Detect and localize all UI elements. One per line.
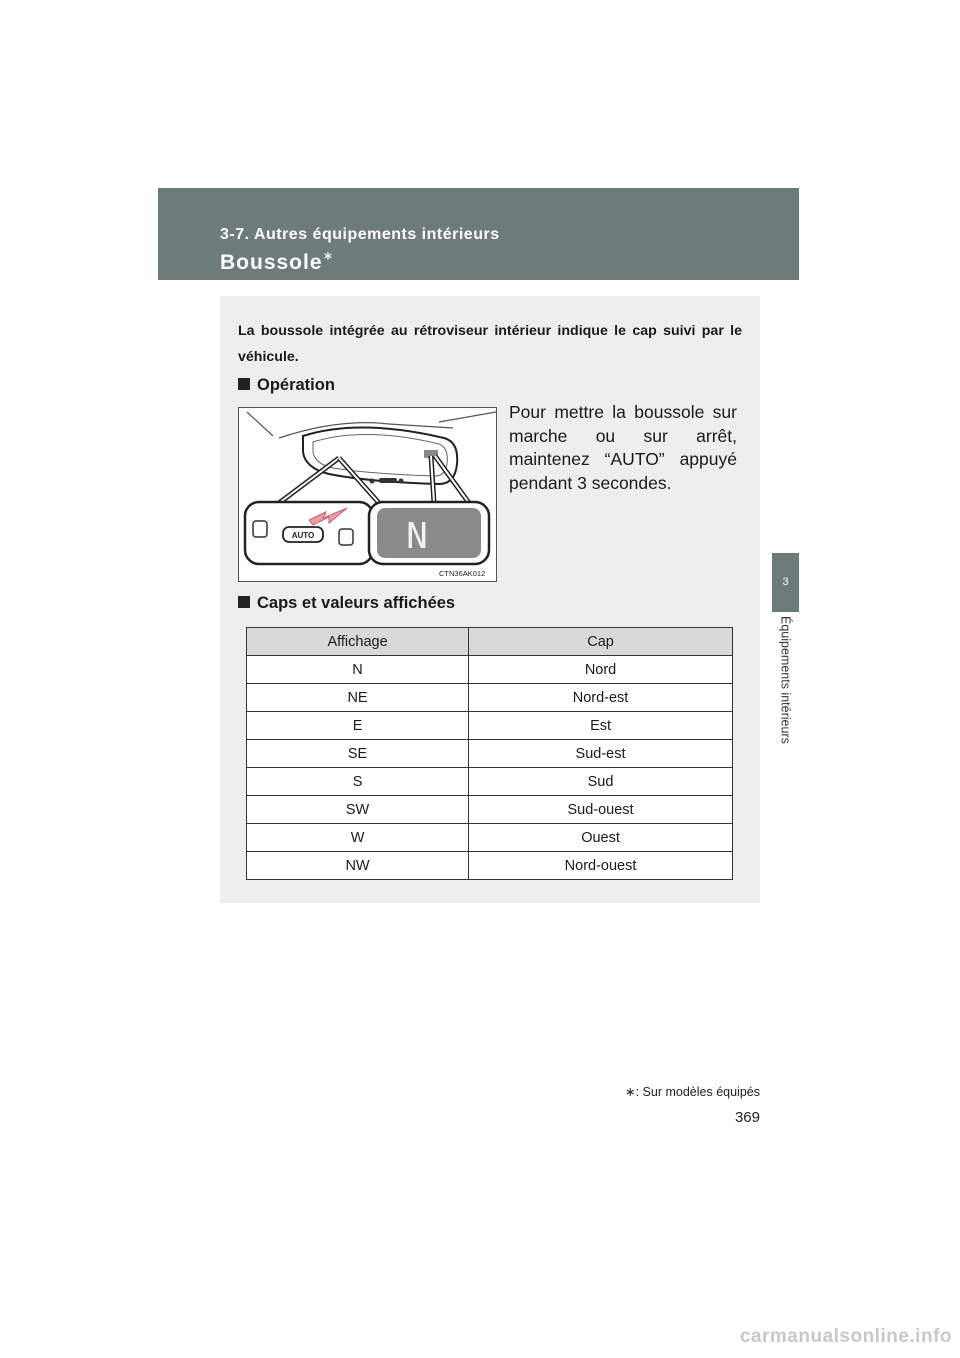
page-title-text: Boussole xyxy=(220,251,323,274)
table-header-row xyxy=(247,628,733,656)
table-row xyxy=(247,740,733,768)
table-row xyxy=(247,824,733,852)
operation-heading xyxy=(238,376,335,395)
intro-text: La boussole intégrée au rétroviseur intérieur indique le cap suivi par le véhicule. xyxy=(238,323,742,365)
content-panel xyxy=(220,296,760,903)
chapter-tab-label xyxy=(772,612,799,832)
table-cell: Sud-ouest xyxy=(469,796,733,824)
table-row xyxy=(247,712,733,740)
mirror-illustration xyxy=(238,407,497,582)
figure-code: CTN36AK012 xyxy=(439,569,486,578)
page-number: 369 xyxy=(734,1109,760,1126)
page-title xyxy=(220,248,334,275)
table-cell: Sud-est xyxy=(469,740,733,768)
square-bullet-icon xyxy=(238,378,250,390)
caps-heading xyxy=(238,594,455,613)
table-row xyxy=(247,852,733,880)
auto-button-label: AUTO xyxy=(291,531,315,540)
table-cell: E xyxy=(247,712,469,740)
caps-heading-text: Caps et valeurs affichées xyxy=(257,594,456,612)
table-cell: W xyxy=(247,824,469,852)
table-cell: Ouest xyxy=(469,824,733,852)
chapter-tab-label-text: Équipements intérieurs xyxy=(778,616,793,744)
table-cell: Nord-est xyxy=(469,684,733,712)
operation-text: Pour mettre la boussole sur marche ou sur arrêt, maintenez “AUTO” appuyé pendant 3 secondes. xyxy=(509,402,737,493)
title-asterisk: ∗ xyxy=(322,248,335,263)
column-header-display: Affichage xyxy=(247,628,469,656)
square-bullet-icon xyxy=(238,596,250,608)
table-cell: Sud xyxy=(469,768,733,796)
compass-display-letter: N xyxy=(406,516,428,557)
table-cell: NW xyxy=(247,852,469,880)
table-row xyxy=(247,656,733,684)
compass-display-drawing xyxy=(377,508,481,558)
table-cell: Nord-ouest xyxy=(469,852,733,880)
section-title: 3-7. Autres équipements intérieurs xyxy=(220,226,500,243)
table-cell: S xyxy=(247,768,469,796)
mirror-diagram xyxy=(239,408,496,581)
chapter-header xyxy=(158,188,799,280)
table-cell: Nord xyxy=(469,656,733,684)
footnote: ∗: Sur modèles équipés xyxy=(625,1085,760,1099)
table-row xyxy=(247,684,733,712)
caps-table xyxy=(246,627,733,880)
table-cell: Est xyxy=(469,712,733,740)
column-header-heading: Cap xyxy=(469,628,733,656)
table-cell: SE xyxy=(247,740,469,768)
watermark: carmanualsonline.info xyxy=(739,1326,952,1347)
table-cell: NE xyxy=(247,684,469,712)
table-row xyxy=(247,796,733,824)
chapter-tab-number[interactable]: 3 xyxy=(772,553,799,612)
operation-heading-text: Opération xyxy=(257,376,335,394)
table-row xyxy=(247,768,733,796)
table-cell: N xyxy=(247,656,469,684)
table-cell: SW xyxy=(247,796,469,824)
